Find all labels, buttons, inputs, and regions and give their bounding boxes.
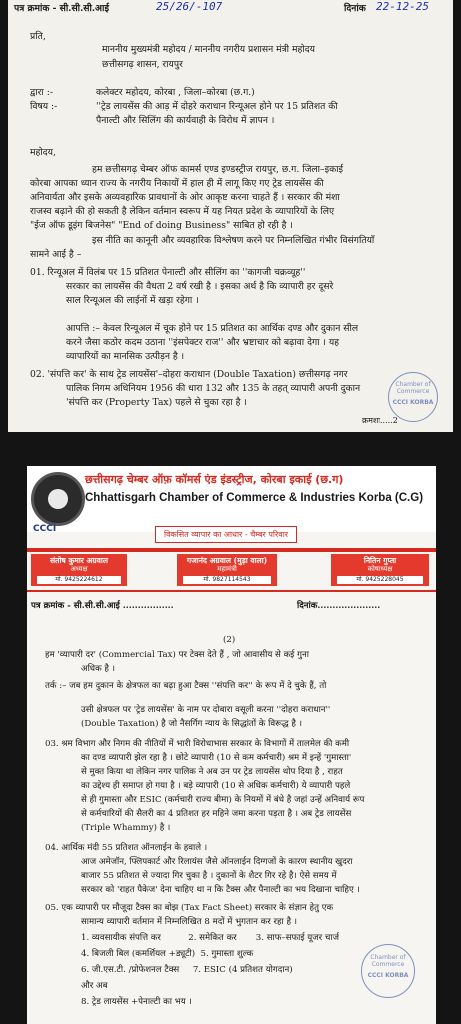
letter-page-2 (27, 466, 436, 1024)
date-handwritten: 22-12-25 (376, 0, 429, 13)
body-line: (Double Taxation) है जो नैसर्गिग न्याय के सिद्धांतों के विरूद्ध है । (81, 719, 302, 729)
subject-label: विषय :- (30, 101, 58, 112)
point1-line: सरकार का लायसेंस की वैधता 2 वर्ष रखी है । इसका अर्थ है कि व्यापारी हर दूसरे (66, 281, 334, 292)
body-line: तर्क :– जब हम दुकान के क्षेत्रफल का बढ़ा हुआ टैक्स ''संपत्ति कर'' के रूप में दे चुके हैं, तो (45, 681, 327, 691)
ccci-logo-text: CCCI (33, 524, 57, 534)
para1-line: अनिवार्यता और इसके अव्यवहारिक प्रावधानों के ओर आकृष्ट करना चाहते हैं । सरकार की मंशा (30, 192, 340, 203)
point1-line: साल रिन्यूअल की लाईनों में खड़ा रहेगा । (66, 295, 199, 306)
ref-number-handwritten: 25/26/-107 (156, 0, 223, 13)
body-line: से मुक्त किया था लेकिन नगर पालिक ने अब उन पर ट्रेड लायसेंस थोप दिया है , राहत (81, 767, 343, 777)
ref-label-2: पत्र क्रमांक - सी.सी.सी.आई ................. (31, 601, 174, 611)
via-text: कलेक्टर महोदय, कोरबा , जिला–कोरबा (छ.ग.) (96, 87, 255, 98)
letterhead-tagline: विकसित व्यापार का आधार - चैम्बर परिवार (155, 526, 297, 543)
para2-line: सामने आई है – (30, 249, 82, 260)
to-label: प्रति, (30, 31, 46, 42)
ref-label: पत्र क्रमांक - सी.सी.सी.आई (14, 3, 109, 14)
letterhead-title-hindi: छत्तीसगढ़ चेम्बर ऑफ़ कॉमर्स एंड इंडस्ट्रीज, कोरबा इकाई (छ.ग) (85, 473, 344, 486)
body-line: हम 'व्यापारी दर' (Commercial Tax) पर टेक्स देते हैं , जो आवासीय से कई गुना (45, 650, 309, 660)
body-line: से ही गुमास्ता और ESIC (कर्मचारी राज्य बीमा) के नियमों में बंधे है जहां उन्हें अनिवार्य रूप (81, 795, 365, 805)
point2-line: 02. 'संपत्ति कर' के साथ ट्रेड लायसेंस'–दोहरा कराधान (Double Taxation) छत्तीसगढ़ नगर (30, 369, 348, 380)
point2-line: पालिक निगम अधिनियम 1956 की धारा 132 और 135 के तहत् व्यापारी अपनी दुकान (66, 383, 361, 394)
tax-list-line: 4. बिजली बिल (कमर्शियल +ड्यूटी) 5. गुमास्ता शुल्क (81, 949, 254, 959)
body-line: का दण्ड व्यापारी झेल रहा है । छोटे व्यापारी (10 से कम कर्मचारी) श्रम में इन्हें 'गुमास्ता' (81, 753, 352, 763)
body-line: अधिक है । (81, 664, 115, 674)
objection-line: करने जैसा कठोर कदम उठाना ''इंसपेक्टर राज'' और भ्रष्टाचार को बढ़ावा देगा । यह (66, 337, 340, 348)
officer-card-secretary: गजानंद अग्रवाल (मुड़ा वाला) महामंत्री मो. 9827114543 (177, 554, 277, 586)
date-label-2: दिनांक..................... (297, 601, 381, 611)
point2-line: 'संपत्ति कर (Property Tax) पहले से चुका रहा है । (66, 397, 247, 408)
tax-list-line: और अब (81, 981, 108, 991)
date-label: दिनांक (344, 3, 366, 14)
body-line: से कर्मचारियों की सैलरी का 4 प्रतिशत हर महिने जमा करना पड़ता है । अब ट्रेड लायसेंस (81, 809, 352, 819)
subject-line-1: ''ट्रेड लायसेंस की आड़ में दोहरे कराधान रिन्यूअल होने पर 15 प्रतिशत की (96, 101, 338, 112)
body-line: सामान्य व्यापारी वर्तमान में निम्नलिखित 8 मदों में भुगतान कर रहा है । (81, 917, 298, 927)
body-line: आज अमेजॉन, फ्लिपकार्ट और रिलायंस जैसे ऑनलाईन दिग्गजों के कारण स्थानीय खुदरा (81, 857, 353, 867)
officer-card-treasurer: नितिन गुप्ता कोषाध्यक्ष मो. 9425228045 (331, 554, 429, 586)
chamber-logo-icon (31, 472, 85, 526)
letterhead-bottom-rule (27, 590, 436, 592)
body-line: का उद्देश्य ही समाप्त हो गया है । बड़े व्यापारी (10 से अधिक कर्मचारी) ये व्यापारी पहले (81, 781, 351, 791)
para1-line: कोरबा आपका ध्यान राज्य के नगरीय निकायों में हाल ही में लागू किए गए ट्रेड लायसेंस की (30, 178, 324, 189)
body-line: उसी क्षेत्रफल पर 'ट्रेड लायसेंस' के नाम पर दोबारा वसूली करना ''दोहरा कराधान'' (81, 705, 331, 715)
body-line: 04. आर्थिक मंदी 55 प्रतिशत ऑनलाईन के हवाले । (45, 843, 208, 853)
body-line: 03. श्रम विभाग और निगम की नीतियों में भारी विरोधाभास सरकार के विभागों में तालमेल की कमी (45, 739, 350, 749)
tax-list-line: 6. जी.एस.टी. /प्रोफेशनल टैक्स 7. ESIC (4 प्रतिशत योगदान) (81, 965, 293, 975)
subject-line-2: पैनाल्टी और सिलिंग की कार्यवाही के विरोध में ज्ञापन । (96, 115, 275, 126)
chamber-seal-stamp-2: Chamber of Commerce CCCI KORBA (361, 944, 415, 998)
objection-line: आपत्ति :– केवल रिन्यूअल में चूक होने पर 15 प्रतिशत का आर्थिक दण्ड और दुकान सील (66, 323, 359, 334)
via-label: द्वारा :- (30, 87, 53, 98)
body-line: सरकार को 'राहत पैकेज' देना चाहिए था न कि टैक्स और पैनाल्टी का भय दिखाना चाहिए । (81, 885, 360, 895)
chamber-seal-stamp: Chamber of Commerce CCCI KORBA (388, 372, 438, 422)
para1-line: हम छत्तीसगढ़ चेम्बर ऑफ कामर्स एण्ड इण्डस्ट्रीज रायपुर, छ.ग. जिला–इकाई (92, 164, 344, 175)
salutation: महोदय, (30, 147, 56, 158)
objection-line: व्यापारियों का मानसिक उत्पीड़न है । (66, 351, 185, 362)
officer-card-president: संतोष कुमार अग्रवाल अध्यक्ष मो. 9425224612 (31, 554, 127, 586)
para2-line: इस नीति का कानूनी और व्यवहारिक विश्लेषण करने पर निम्नलिखित गंभीर विसंगतियाँ (92, 235, 375, 246)
letterhead-divider (27, 548, 436, 552)
para1-line: राजस्व बढ़ाने की हो सकती है लेकिन वर्तमान स्वरूप में यह नियत प्रदेश के व्यापारियों के लिए (30, 206, 335, 217)
letterhead-title-english: Chhattisgarh Chamber of Commerce & Industries Korba (C.G) (85, 492, 424, 504)
addressee-line-2: छत्तीसगढ़ शासन, रायपुर (102, 59, 183, 70)
letter-page-1 (8, 0, 453, 432)
continued-note: क्रमशः.....2 (362, 416, 398, 425)
page-number: (2) (223, 635, 236, 645)
para1-line: "ईज ऑफ डूइंग बिजनेस" "End of doing Business" साबित हो रही है । (30, 220, 293, 231)
tax-list-line: 8. ट्रेड लायसेंस +पेनाल्टी का भय । (81, 997, 192, 1007)
body-line: बाजार 55 प्रतिशत से ज्यादा गिर चुका है । दुकानों के शैटर गिर रहे है। ऐसे समय में (81, 871, 337, 881)
body-line: 05. एक व्यापारी पर मौजूदा टैक्स का बोझ (Tax Fact Sheet) सरकार के संज्ञान हेतु एक (45, 903, 334, 913)
tax-list-line: 1. व्यवसायीक संपत्ति कर 2. समेकित कर 3. साफ–सफाई यूजर चार्ज (81, 933, 339, 943)
body-line: (Triple Whammy) है । (81, 823, 171, 833)
point1-line: 01. रिन्यूअल में विलंब पर 15 प्रतिशत पेनाल्टी और सीलिंग का ''कागजी चक्रव्यूह'' (30, 267, 306, 278)
addressee-line-1: माननीय मुख्यमंत्री महोदय / माननीय नगरीय प्रशासन मंत्री महोदय (102, 44, 315, 55)
